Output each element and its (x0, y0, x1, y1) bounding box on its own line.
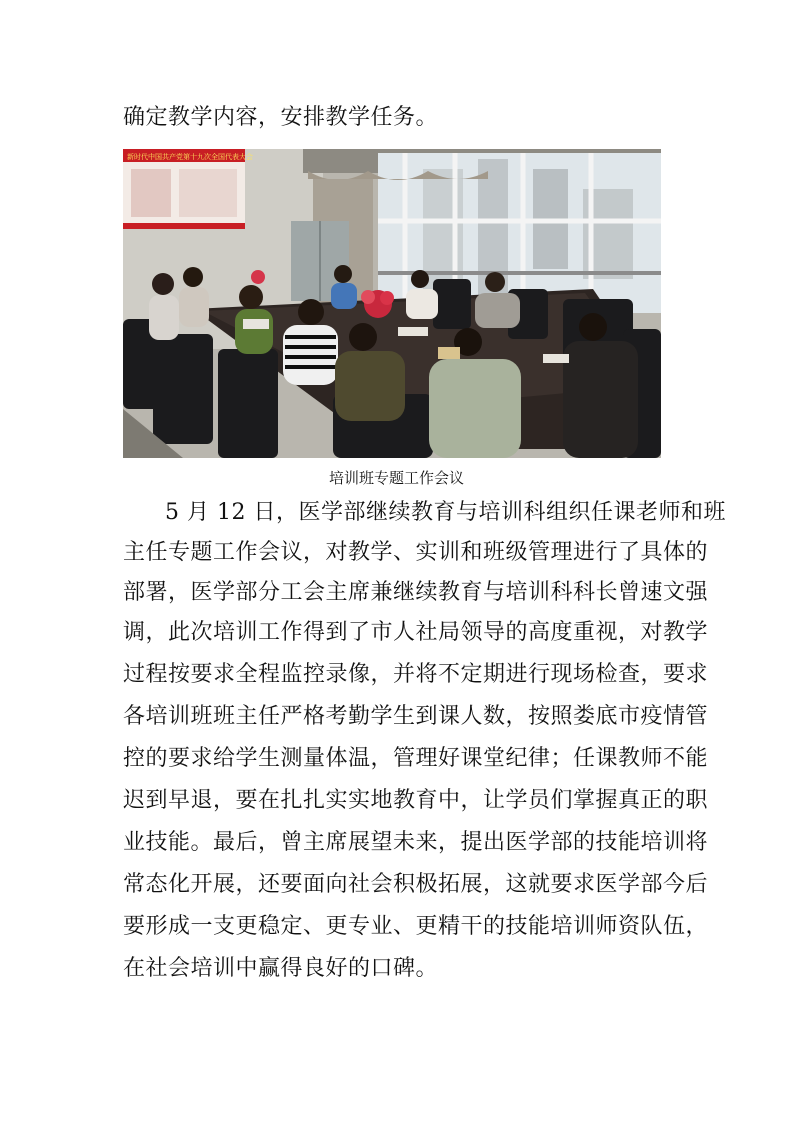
paragraph-line: 控的要求给学生测量体温，管理好课堂纪律；任课教师不能 (123, 746, 709, 771)
paragraph-line: 迟到早退，要在扎扎实实地教育中，让学员们掌握真正的职 (123, 788, 709, 813)
svg-text:新时代中国共产党第十九次全国代表大会: 新时代中国共产党第十九次全国代表大会 (127, 153, 253, 161)
paragraph-line: 主任专题工作会议，对教学、实训和班级管理进行了具体的 (123, 540, 709, 565)
paragraph-line: 过程按要求全程监控录像，并将不定期进行现场检查，要求 (123, 662, 709, 687)
paragraph-line: 在社会培训中赢得良好的口碑。 (123, 956, 439, 981)
paragraph-line: 要形成一支更稳定、更专业、更精干的技能培训师资队伍， (123, 914, 709, 939)
photo-caption: 培训班专题工作会议 (328, 469, 464, 487)
paragraph-line: 各培训班班主任严格考勤学生到课人数，按照娄底市疫情管 (123, 704, 709, 729)
intro-line: 确定教学内容，安排教学任务。 (123, 105, 439, 130)
paragraph-line: 5 月 12 日，医学部继续教育与培训科组织任课老师和班 (165, 500, 726, 525)
meeting-photo (123, 149, 661, 458)
paragraph-line: 部署，医学部分工会主席兼继续教育与培训科科长曾速文强 (123, 580, 709, 605)
paragraph-line: 调，此次培训工作得到了市人社局领导的高度重视，对教学 (123, 620, 709, 645)
paragraph-line: 常态化开展，还要面向社会积极拓展，这就要求医学部今后 (123, 872, 709, 897)
wall-banner (123, 149, 253, 229)
paragraph-line: 业技能。最后，曾主席展望未来，提出医学部的技能培训将 (123, 830, 709, 855)
